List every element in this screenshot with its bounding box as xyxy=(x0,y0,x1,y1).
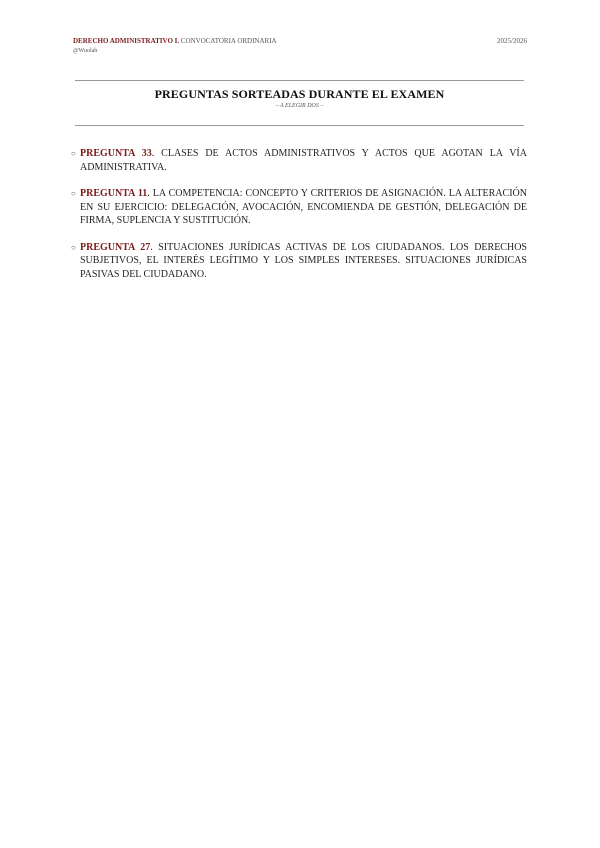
question-label: PREGUNTA 33 xyxy=(80,148,152,159)
academic-year: 2025/2026 xyxy=(497,37,527,45)
author-tag: @Wuolah xyxy=(73,48,98,54)
circle-bullet-icon: ○ xyxy=(71,149,76,158)
page-subtitle: – A ELEGIR DOS – xyxy=(275,103,324,109)
question-item xyxy=(72,147,527,174)
question-item xyxy=(72,187,527,228)
question-item xyxy=(72,241,527,282)
question-label: PREGUNTA 11 xyxy=(80,188,148,199)
question-list xyxy=(72,147,527,294)
question-text: . CLASES DE ACTOS ADMINISTRATIVOS Y ACTOS QUE AGOTAN LA VÍA ADMINISTRATIVA. xyxy=(80,148,527,173)
question-text: . SITUACIONES JURÍDICAS ACTIVAS DE LOS CIUDADANOS. LOS DERECHOS SUBJETIVOS, EL INTERÉS LEGÍTIMO Y LOS SIMPLES INTERESES. SITUACIONES JURÍDICAS PASIVAS DEL CIUDADANO. xyxy=(80,241,527,280)
question-text: . LA COMPETENCIA: CONCEPTO Y CRITERIOS DE ASIGNACIÓN. LA ALTERACIÓN EN SU EJERCICIO: DELEGACIÓN, AVOCACIÓN, ENCOMIENDA DE GESTIÓN, DELEGACIÓN DE FIRMA, SUPLENCIA Y SUSTITUCIÓN. xyxy=(80,188,527,226)
session-name: CONVOCATORIA ORDINARIA xyxy=(180,37,277,45)
circle-bullet-icon: ○ xyxy=(71,189,76,198)
page-title: PREGUNTAS SORTEADAS DURANTE EL EXAMEN xyxy=(154,87,445,101)
question-label: PREGUNTA 27 xyxy=(80,241,151,253)
page-header xyxy=(73,37,527,57)
circle-bullet-icon: ○ xyxy=(71,242,76,252)
bottom-divider xyxy=(75,125,524,126)
top-divider xyxy=(75,80,524,81)
course-name: DERECHO ADMINISTRATIVO I. xyxy=(73,37,180,45)
